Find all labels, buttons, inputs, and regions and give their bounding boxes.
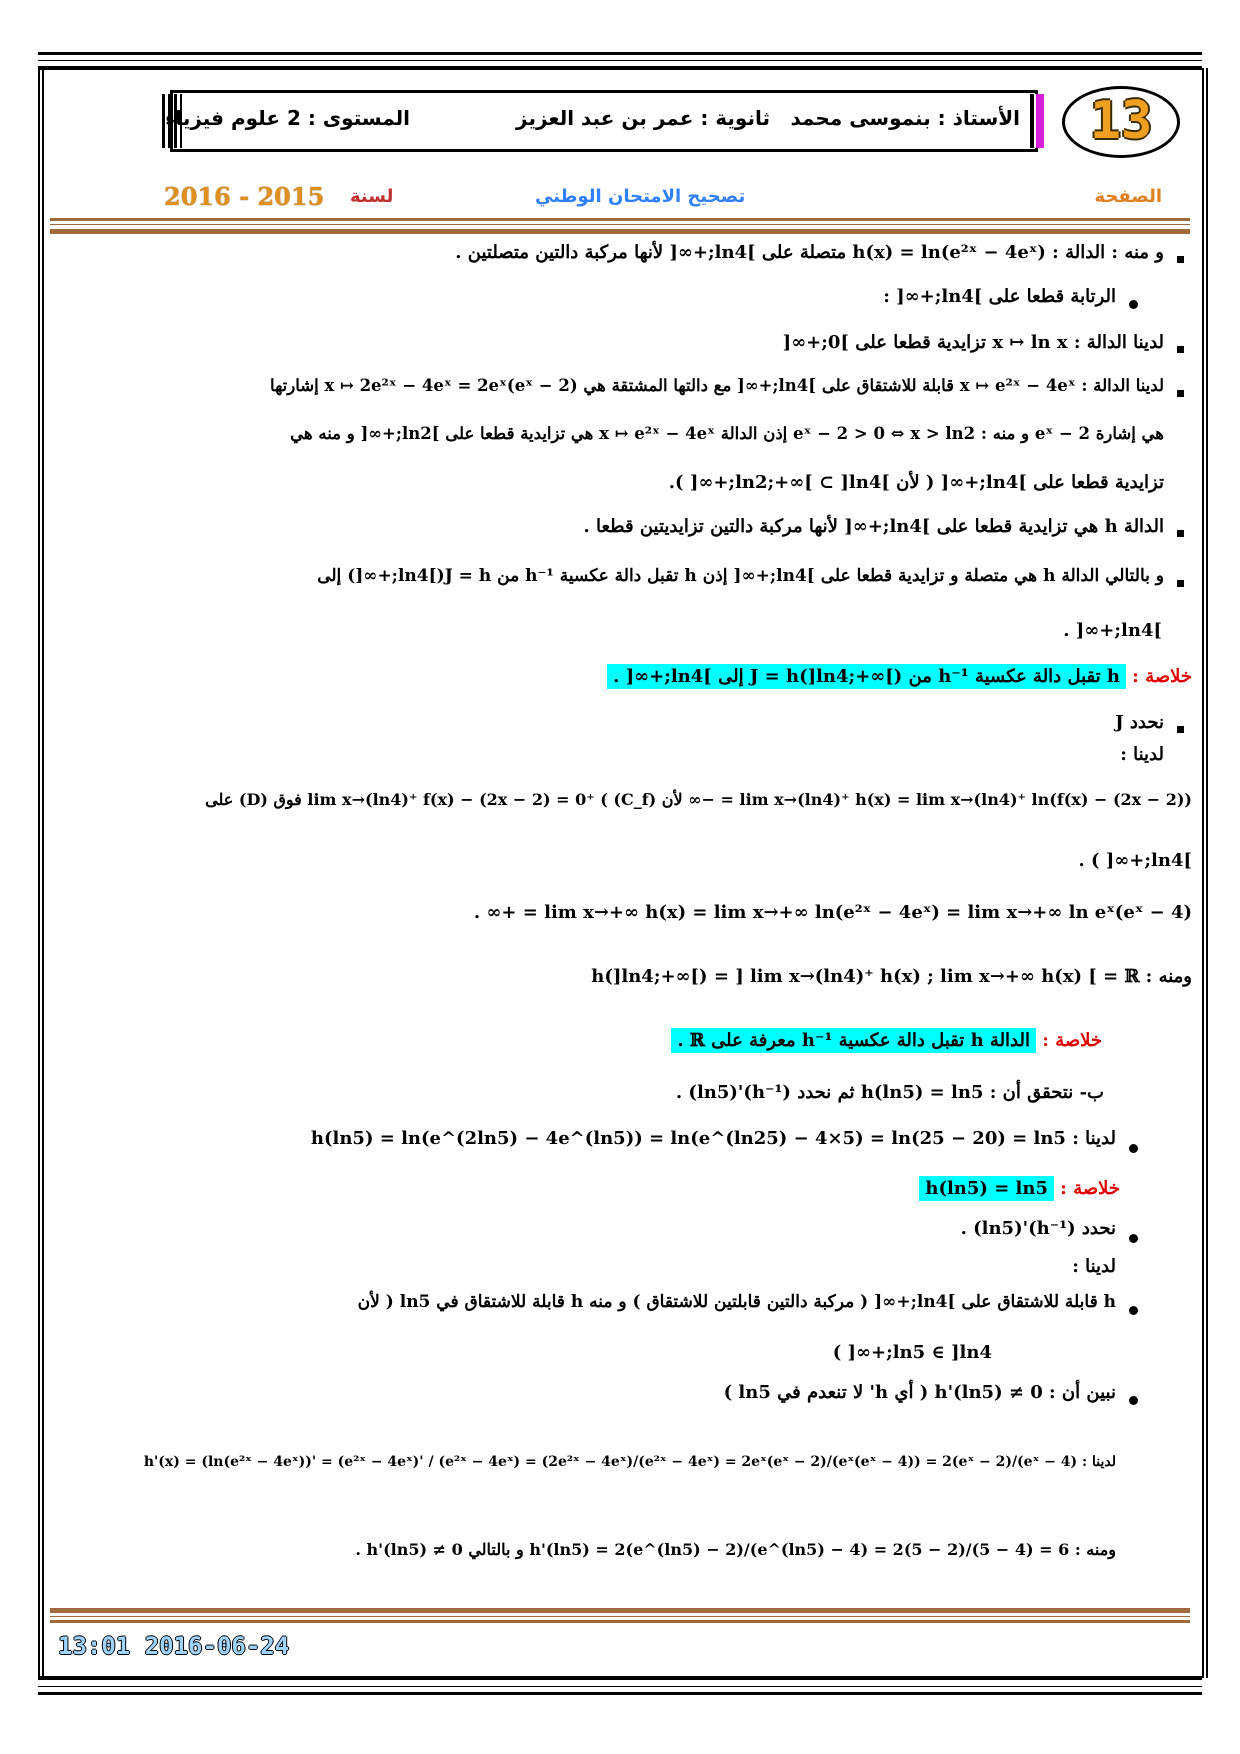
bullet-dot — [1129, 1234, 1138, 1243]
conclusion-text: الدالة h تقبل دالة عكسية h⁻¹ معرفة على ℝ . — [671, 1028, 1036, 1053]
text-line: نحدد (h⁻¹)'(ln5) . — [960, 1218, 1116, 1239]
text-line: الرتابة قطعا على ]ln4;+∞[ : — [883, 286, 1116, 307]
conclusion-2 — [50, 1030, 1102, 1051]
divider-bottom-thin — [50, 1616, 1190, 1617]
bullet — [1177, 256, 1184, 263]
teacher-name: الأستاذ : بنموسى محمد — [790, 106, 1020, 130]
year-label: لسنة — [350, 186, 394, 207]
text-line: ]ln4;+∞[ . — [1063, 620, 1162, 641]
exam-title: تصحيح الامتحان الوطني — [535, 186, 746, 207]
bottom-rule-thick — [38, 1676, 1202, 1680]
bullet — [1177, 530, 1184, 537]
text-line: هي إشارة eˣ − 2 و منه : eˣ − 2 > 0 ⇔ x > ln2 إذن الدالة x ↦ e²ˣ − 4eˣ هي تزايدية قطعا على ]ln2;+∞[ و منه هي — [290, 424, 1164, 443]
text-line: ومنه : h(]ln4;+∞[) = ] lim x→(ln4)⁺ h(x) ; lim x→+∞ h(x) [ = ℝ — [591, 966, 1192, 987]
text-line: لدينا : h'(x) = (ln(e²ˣ − 4eˣ))' = (e²ˣ − 4eˣ)' / (e²ˣ − 4eˣ) = (2e²ˣ − 4eˣ)/(e²ˣ − 4eˣ) = 2eˣ(eˣ − 2)/(eˣ(eˣ − 4)) = 2(eˣ − 2)/(eˣ − 4) — [143, 1454, 1116, 1470]
conclusion-1 — [50, 666, 1192, 687]
text-line: لدينا الدالة : x ↦ e²ˣ − 4eˣ قابلة للاشتقاق على ]ln4;+∞[ مع دالتها المشتقة هي x ↦ 2e²ˣ − 4eˣ = 2eˣ(eˣ − 2) إشارتها — [270, 376, 1164, 395]
text-line: lim x→+∞ h(x) = lim x→+∞ ln(e²ˣ − 4eˣ) = lim x→+∞ ln eˣ(eˣ − 4) = +∞ . — [473, 902, 1192, 923]
text-line: و بالتالي الدالة h هي متصلة و تزايدية قطعا على ]ln4;+∞[ إذن h تقبل دالة عكسية h⁻¹ من J = h(]ln4;+∞[) إلى — [317, 566, 1164, 586]
text-line: ]ln4;+∞[ ) . — [1078, 850, 1192, 871]
bullet-dot — [1129, 300, 1138, 309]
text-line: لدينا : — [1120, 744, 1164, 765]
divider-bottom — [50, 1608, 1190, 1613]
year: 2016 - 2015 — [164, 182, 325, 211]
text-line: h قابلة للاشتقاق على ]ln4;+∞[ ( مركبة دالتين قابلتين للاشتقاق ) و منه h قابلة للاشتقاق في ln5 ( لأن — [357, 1292, 1116, 1312]
bullet-dot — [1129, 1306, 1138, 1315]
text-line: ومنه : h'(ln5) = 2(e^(ln5) − 2)/(e^(ln5) − 4) = 2(5 − 2)/(5 − 4) = 6 و بالتالي h'(ln5) ≠ 0 . — [355, 1540, 1116, 1559]
bottom-rule-thin — [38, 1686, 1202, 1687]
bullet — [1177, 726, 1184, 733]
level: المستوى : 2 علوم فيزياء — [165, 106, 410, 130]
page-frame — [38, 68, 1208, 1678]
bullet — [1177, 580, 1184, 587]
divider-bottom-thick — [50, 1620, 1190, 1623]
text-line: لدينا : h(ln5) = ln(e^(2ln5) − 4e^(ln5)) = ln(e^(ln25) − 4×5) = ln(25 − 20) = ln5 — [310, 1128, 1116, 1149]
top-rule-thin — [38, 60, 1202, 61]
bullet — [1177, 390, 1184, 397]
text-line: لدينا : — [1072, 1256, 1116, 1277]
text-line: الدالة h هي تزايدية قطعا على ]ln4;+∞[ لأنها مركبة دالتين تزايديتين قطعا . — [583, 516, 1164, 537]
divider-top — [50, 218, 1190, 221]
text-line: ب- نتحقق أن : h(ln5) = ln5 ثم نحدد (h⁻¹)'(ln5) . — [675, 1082, 1104, 1103]
bullet-dot — [1129, 1396, 1138, 1405]
conclusion-text: h(ln5) = ln5 — [919, 1176, 1054, 1201]
page-label: الصفحة — [1094, 186, 1162, 207]
conclusion-3 — [50, 1178, 1120, 1199]
bullet — [1177, 346, 1184, 353]
divider-top-thin — [50, 224, 1190, 225]
text-line: نبين أن : h'(ln5) ≠ 0 ( أي h' لا تنعدم في ln5 ) — [723, 1382, 1116, 1403]
conclusion-label: خلاصة : — [1132, 666, 1192, 687]
text-line: و منه : الدالة : h(x) = ln(e²ˣ − 4eˣ) متصلة على ]ln4;+∞[ لأنها مركبة دالتين متصلتين . — [455, 242, 1164, 263]
top-rule — [38, 52, 1202, 55]
school-name: ثانوية : عمر بن عبد العزيز — [516, 106, 770, 130]
divider-top-thick — [50, 229, 1190, 234]
page-number-badge: 13 — [1062, 86, 1180, 158]
header-decor-right — [1030, 94, 1044, 148]
bottom-rule — [38, 1692, 1202, 1695]
conclusion-label: خلاصة : — [1060, 1178, 1120, 1199]
text-line: ln5 ∈ ]ln4;+∞[ ) — [832, 1342, 992, 1363]
text-line: تزايدية قطعا على ]ln4;+∞[ ( لأن ]ln2;+∞[ ⊂ ]ln4;+∞[ ). — [668, 472, 1164, 493]
conclusion-label: خلاصة : — [1042, 1030, 1102, 1051]
text-line: لدينا الدالة : x ↦ ln x تزايدية قطعا على ]0;+∞[ — [782, 332, 1164, 353]
text-line: نحدد J — [1115, 712, 1164, 733]
footer-datetime: 13:01 2016-06-24 — [58, 1632, 290, 1660]
conclusion-text: h تقبل دالة عكسية h⁻¹ من J = h(]ln4;+∞[) إلى ]ln4;+∞[ . — [607, 664, 1126, 689]
text-line: lim x→(ln4)⁺ h(x) = lim x→(ln4)⁺ ln(f(x) − (2x − 2)) = −∞ لأن lim x→(ln4)⁺ f(x) − (2x − 2) = 0⁺ ( (C_f) فوق (D) على — [205, 790, 1192, 809]
bullet-dot — [1129, 1144, 1138, 1153]
